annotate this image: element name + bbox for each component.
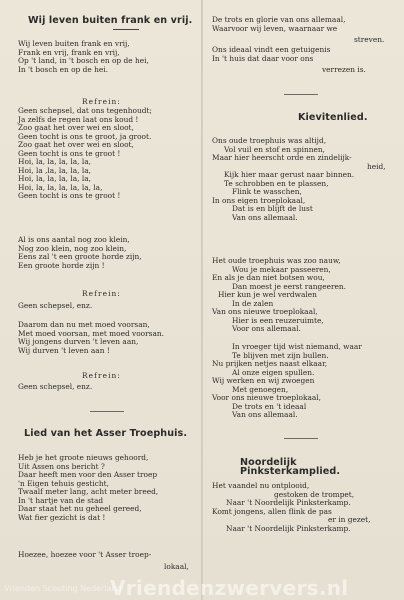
verse-line: Wij durven 't leven aan ! xyxy=(18,345,110,355)
verse-line: Twaalf meter lang, acht meter breed, xyxy=(18,487,159,497)
verse-line: Frank en vrij, frank en vrij, xyxy=(18,47,120,57)
title-underline xyxy=(113,29,139,30)
verse-line: Waarvoor wij leven, waarnaar we xyxy=(212,24,338,33)
verse-line: Dan moest je eerst rangeeren. xyxy=(232,281,346,291)
section-divider xyxy=(284,438,318,439)
verse-line: Met genoegen, xyxy=(232,384,289,394)
verse-line: Een groote horde zijn ! xyxy=(18,260,105,270)
song-title: Noordelijk Pinksterkamplied. xyxy=(240,457,341,477)
verse-line: Van ons allemaal. xyxy=(232,212,298,222)
verse-line: Geen tocht is ons te groot ! xyxy=(18,148,121,158)
refrain-short: Geen schepsel, enz. xyxy=(18,301,93,310)
verse-line: streven. xyxy=(354,35,385,44)
verse-line: Wij werken en wij zwoegen xyxy=(212,376,315,386)
verse-line: gestoken de trompet, xyxy=(274,489,355,499)
song-title: Wij leven buiten frank en vrij. xyxy=(28,15,193,26)
watermark-small: Vrienden Scouting Nederland xyxy=(4,584,122,593)
verse-line: Zoo gaat het over wei en sloot, xyxy=(18,123,134,133)
verse-line: verrezen is. xyxy=(322,65,366,74)
verse-line: Wou je mekaar passeeren, xyxy=(232,264,331,274)
verse-block xyxy=(18,236,142,270)
verse-line: En als je dan niet botsen wou, xyxy=(212,273,325,283)
verse-line: Al is ons aantal nog zoo klein, xyxy=(18,235,130,244)
verse-block xyxy=(212,482,370,533)
verse-line: lokaal, xyxy=(164,562,189,571)
verse-line: Heb je het groote nieuws gehoord, xyxy=(18,453,149,462)
verse-line: Ons oude troephuis was altijd, xyxy=(212,136,327,145)
verse-line: Vol vuil en stof en spinnen, xyxy=(224,144,325,154)
verse-line: Geen tocht is ons te groot, ja groot. xyxy=(18,131,152,141)
verse-line: In 't bosch en op de hei. xyxy=(18,64,108,74)
verse-line: In 't hartje van de stad xyxy=(18,495,104,505)
verse-line: Hier kun je wel verdwalen xyxy=(218,290,317,300)
verse-line: Hoi, la ,la, la, la, la, xyxy=(18,165,91,175)
verse-line: Ja zelfs de regen laat ons koud ! xyxy=(18,114,139,124)
song-title: Lied van het Asser Troephuis. xyxy=(24,428,188,439)
verse-line: Nu prijken netjes naast elkaar, xyxy=(212,359,328,369)
verse-line: Te schrobben en te plassen, xyxy=(224,178,329,188)
verse-line: Naar 't Noordelijk Pinksterkamp. xyxy=(226,523,351,533)
verse-line: Hier is een reuzeruimte, xyxy=(232,315,324,325)
verse-line: 'n Eigen tehuis gesticht, xyxy=(18,478,109,488)
verse-line: Het vaandel nu ontplooid, xyxy=(212,481,310,490)
verse-line: Wij jongens durven 't leven aan, xyxy=(18,337,139,347)
verse-line: Hoi, la, la, la, la, la, xyxy=(18,157,91,167)
refrain-heading: Refrein: xyxy=(82,371,121,380)
verse-line: Kijk hier maar gerust naar binnen. xyxy=(224,170,355,180)
verse-line: Voor ons allemaal. xyxy=(232,324,301,334)
verse-line: Met moed voorsan, met moed voorsan. xyxy=(18,328,164,338)
verse-line: Flink te wasschen, xyxy=(232,187,302,197)
refrain-short: Geen schepsel, enz. xyxy=(18,382,93,391)
verse-block xyxy=(212,137,386,222)
watermark: Vriendenzwervers.nl xyxy=(110,576,349,600)
verse-line: heid, xyxy=(367,161,386,171)
verse-line: Hoi, la, la, la, la, la, la, xyxy=(18,182,103,192)
verse-line: Zoo gaat het over wei en sloot, xyxy=(18,140,134,150)
section-divider xyxy=(284,94,318,95)
verse-line: Naar 't Noordelijk Pinksterkamp. xyxy=(226,498,351,508)
verse-line: De trots en glorie van ons allemaal, xyxy=(212,15,346,24)
verse-line: Maar hier heerscht orde en zindelijk- xyxy=(212,153,352,163)
verse-line: Geen tocht is ons te groot ! xyxy=(18,191,121,201)
verse-line: Daar heeft men voor den Asser troep xyxy=(18,470,158,480)
verse-line: Daarom dan nu met moed voorsan, xyxy=(18,320,150,329)
verse-line: De trots en 't ideaal xyxy=(232,401,307,411)
right-column xyxy=(212,0,390,600)
verse-line: Hoezee, hoezee voor 't Asser troep- xyxy=(18,550,152,559)
song-title: Kievitenlied. xyxy=(298,112,368,123)
verse-line: In vroeger tijd wist niemand, waar xyxy=(232,342,362,351)
verse-line: Wij leven buiten frank en vrij, xyxy=(18,39,130,48)
section-divider xyxy=(90,411,124,412)
verse-line: Van ons nieuwe troeplokaal, xyxy=(212,307,318,317)
verse-line: In ons eigen troeplokaal, xyxy=(212,195,306,205)
verse-line: Eens zal 't een groote horde zijn, xyxy=(18,252,142,262)
verse-line: In 't huis dat daar voor ons xyxy=(212,54,314,63)
refrain-block xyxy=(18,107,152,201)
verse-line: Komt jongens, allen flink de pas xyxy=(212,506,332,516)
verse-line: Van ons allemaal. xyxy=(232,410,298,420)
verse-block xyxy=(18,40,149,74)
verse-line: Dat is en blijft de lust xyxy=(232,204,313,214)
verse-line: Ons ideaal vindt een getuigenis xyxy=(212,45,331,54)
left-column xyxy=(18,0,196,600)
verse-line: Wat fier gezicht is dat ! xyxy=(18,512,106,522)
refrain-heading: Refrein: xyxy=(82,289,121,298)
verse-line: Hoi, la, la, la, la, la, xyxy=(18,174,91,184)
verse-line: Voor ons nieuwe troeplokaal, xyxy=(212,393,321,403)
verse-line: Daar staat het nu geheel gereed, xyxy=(18,504,142,514)
verse-line: er in gezet, xyxy=(328,515,371,525)
verse-line: Het oude troephuis was zoo nauw, xyxy=(212,256,341,265)
verse-line: Op 't land, in 't bosch en op de hei, xyxy=(18,56,149,66)
verse-line: Nog zoo klein, nog zoo klein, xyxy=(18,243,127,253)
verse-line: Uit Assen ons bericht ? xyxy=(18,461,105,471)
verse-block xyxy=(212,343,362,420)
verse-line: Te blijven met zijn bullen. xyxy=(232,350,329,360)
verse-line: In de zalen xyxy=(232,298,274,308)
verse-block xyxy=(212,257,346,334)
verse-block xyxy=(18,454,158,522)
refrain-heading: Refrein: xyxy=(82,97,121,106)
verse-line: Geen schepsel, dat ons tegenhoudt; xyxy=(18,106,152,115)
page-fold xyxy=(201,0,203,600)
verse-block xyxy=(18,321,164,355)
verse-line: Al onze eigen spullen. xyxy=(232,367,315,377)
